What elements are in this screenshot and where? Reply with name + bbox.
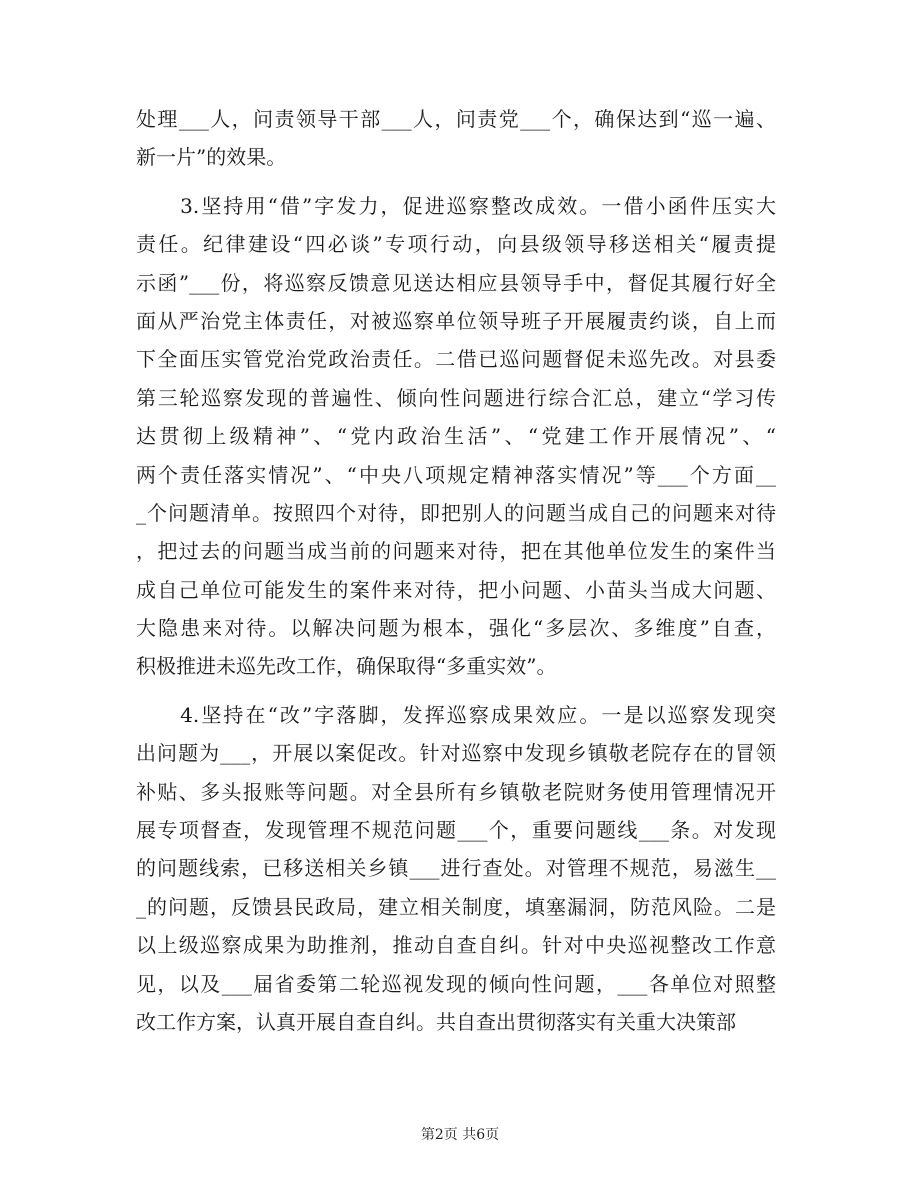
text-line: 见，以及___届省委第二轮巡视发现的倾向性问题，___各单位对照整 (136, 971, 776, 996)
paragraph-gap (136, 686, 776, 696)
text-line: _个问题清单。按照四个对待，即把别人的问题当成自己的问题来对待 (136, 500, 776, 525)
text-line: _的问题，反馈县民政局，建立相关制度，填塞漏洞，防范风险。二是 (136, 894, 776, 919)
text-line: 达贯彻上级精神”、“党内政治生活”、“党建工作开展情况”、“ (136, 424, 776, 449)
text-line: 的问题线索，已移送相关乡镇___进行查处。对管理不规范，易滋生__ (136, 856, 776, 881)
text-line: 面从严治党主体责任，对被巡察单位领导班子开展履责约谈，自上而 (136, 308, 776, 333)
paragraph-gap (136, 177, 776, 187)
text-line: 第三轮巡察发现的普遍性、倾向性问题进行综合汇总，建立“学习传 (136, 385, 776, 410)
text-line: 大隐患来对待。以解决问题为根本，强化“多层次、多维度”自查， (136, 616, 776, 641)
text-line: 积极推进未巡先改工作，确保取得“多重实效”。 (136, 654, 557, 679)
text-line: 成自己单位可能发生的案件来对待，把小问题、小苗头当成大问题、 (136, 577, 776, 602)
text-line: 两个责任落实情况”、“中央八项规定精神落实情况”等___个方面__ (136, 462, 776, 487)
text-line: 3.坚持用“借”字发力，促进巡察整改成效。一借小函件压实大 (136, 193, 776, 218)
text-line: 新一片”的效果。 (136, 145, 287, 170)
text-line: 改工作方案，认真开展自查自纠。共自查出贯彻落实有关重大决策部 (136, 1009, 736, 1034)
paragraph (136, 187, 776, 686)
text-line: ，把过去的问题当成当前的问题来对待，把在其他单位发生的案件当 (136, 539, 776, 564)
paragraph (136, 100, 776, 177)
text-line: 处理___人，问责领导干部___人，问责党___个，确保达到“巡一遍、 (136, 107, 776, 131)
text-line: 责任。纪律建设“四必谈”专项行动，向县级领导移送相关“履责提 (136, 232, 776, 257)
page-footer: 第2页 共6页 (420, 1127, 500, 1143)
text-line: 下全面压实管党治党政治责任。二借已巡问题督促未巡先改。对县委 (136, 347, 776, 372)
text-line: 补贴、多头报账等问题。对全县所有乡镇敬老院财务使用管理情况开 (136, 779, 776, 804)
text-line: 示函”___份，将巡察反馈意见送达相应县领导手中，督促其履行好全 (136, 270, 776, 295)
text-line: 出问题为___，开展以案促改。针对巡察中发现乡镇敬老院存在的冒领 (136, 741, 776, 766)
text-line: 以上级巡察成果为助推剂，推动自查自纠。针对中央巡视整改工作意 (136, 933, 776, 958)
text-line: 展专项督查，发现管理不规范问题___个，重要问题线___条。对发现 (136, 818, 776, 843)
text-line: 4.坚持在“改”字落脚，发挥巡察成果效应。一是以巡察发现突 (136, 702, 776, 727)
paragraph (136, 696, 776, 1042)
document-body (136, 100, 776, 1041)
